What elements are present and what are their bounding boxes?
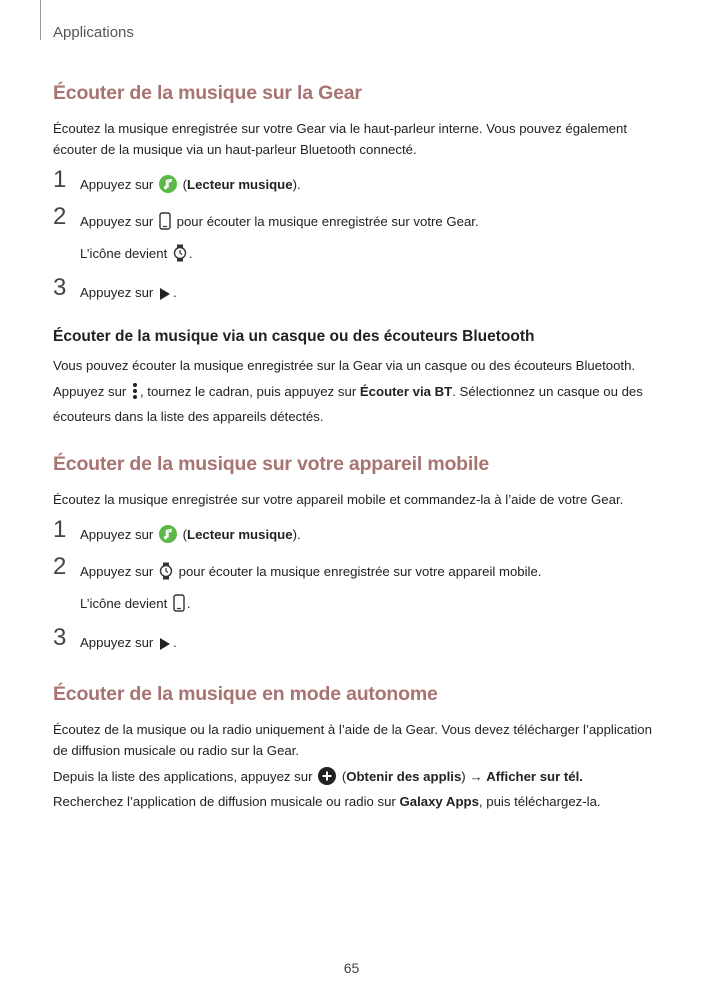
section-title-mobile: Écouter de la musique sur votre appareil mobile — [53, 453, 489, 475]
section-intro-mobile: Écoutez la musique enregistrée sur votre appareil mobile et commandez-la à l’aide de votre Gear. — [53, 492, 624, 507]
step-2-gear: 2 Appuyez sur pour écouter la musique enregistrée sur votre Gear. L’icône devient . — [53, 211, 653, 268]
phone-icon — [159, 212, 171, 236]
header-rule — [40, 0, 41, 40]
step-3-gear: 3 Appuyez sur . — [53, 282, 653, 307]
play-icon — [159, 286, 171, 307]
page-content — [53, 82, 653, 812]
section-title-gear: Écouter de la musique sur la Gear — [53, 82, 362, 104]
subsection-title-bluetooth: Écouter de la musique via un casque ou des écouteurs Bluetooth — [53, 328, 535, 345]
subsection-text-2: Appuyez sur , tournez le cadran, puis appuyez sur Écouter via BT. Sélectionnez un casque ou des écouteurs dans la liste des appareils détectés. — [53, 384, 643, 424]
watch-icon — [173, 244, 187, 268]
section-header: Applications — [53, 24, 134, 41]
section-text-standalone-2: Depuis la liste des applications, appuyez sur (Obtenir des applis) → Afficher sur tél. Recherchez l’application de diffusion musicale ou radio sur Galaxy Apps, puis téléchargez-la. — [53, 769, 601, 809]
music-player-icon — [159, 525, 177, 549]
step-number: 1 — [53, 166, 67, 193]
step-number: 3 — [53, 624, 67, 651]
step-number: 3 — [53, 274, 67, 301]
add-circle-icon — [318, 767, 336, 791]
step-3-mobile: 3 Appuyez sur . — [53, 632, 653, 657]
section-intro-gear: Écoutez la musique enregistrée sur votre Gear via le haut-parleur interne. Vous pouvez également écouter de la musique via un haut-parleur Bluetooth connecté. — [53, 121, 627, 157]
section-text-standalone-1: Écoutez de la musique ou la radio uniquement à l’aide de la Gear. Vous devez télécharger l’application de diffusion musicale ou radio sur la Gear. — [53, 722, 652, 758]
step-number: 1 — [53, 516, 67, 543]
play-icon — [159, 636, 171, 657]
phone-icon — [173, 594, 185, 618]
step-number: 2 — [53, 553, 67, 580]
watch-icon — [159, 562, 173, 586]
app-name: Lecteur musique — [187, 527, 293, 542]
subsection-text-1: Vous pouvez écouter la musique enregistrée sur la Gear via un casque ou des écouteurs Bluetooth. — [53, 358, 636, 373]
music-player-icon — [159, 175, 177, 199]
section-title-standalone: Écouter de la musique en mode autonome — [53, 683, 438, 705]
step-1-gear: 1 Appuyez sur (Lecteur musique). — [53, 174, 653, 199]
page-number: 65 — [343, 960, 360, 976]
step-number: 2 — [53, 203, 67, 230]
step-2-mobile: 2 Appuyez sur pour écouter la musique enregistrée sur votre appareil mobile. L’icône devient . — [53, 561, 653, 618]
more-options-icon — [132, 382, 138, 406]
app-name: Lecteur musique — [187, 177, 293, 192]
step-1-mobile: 1 Appuyez sur (Lecteur musique). — [53, 524, 653, 549]
